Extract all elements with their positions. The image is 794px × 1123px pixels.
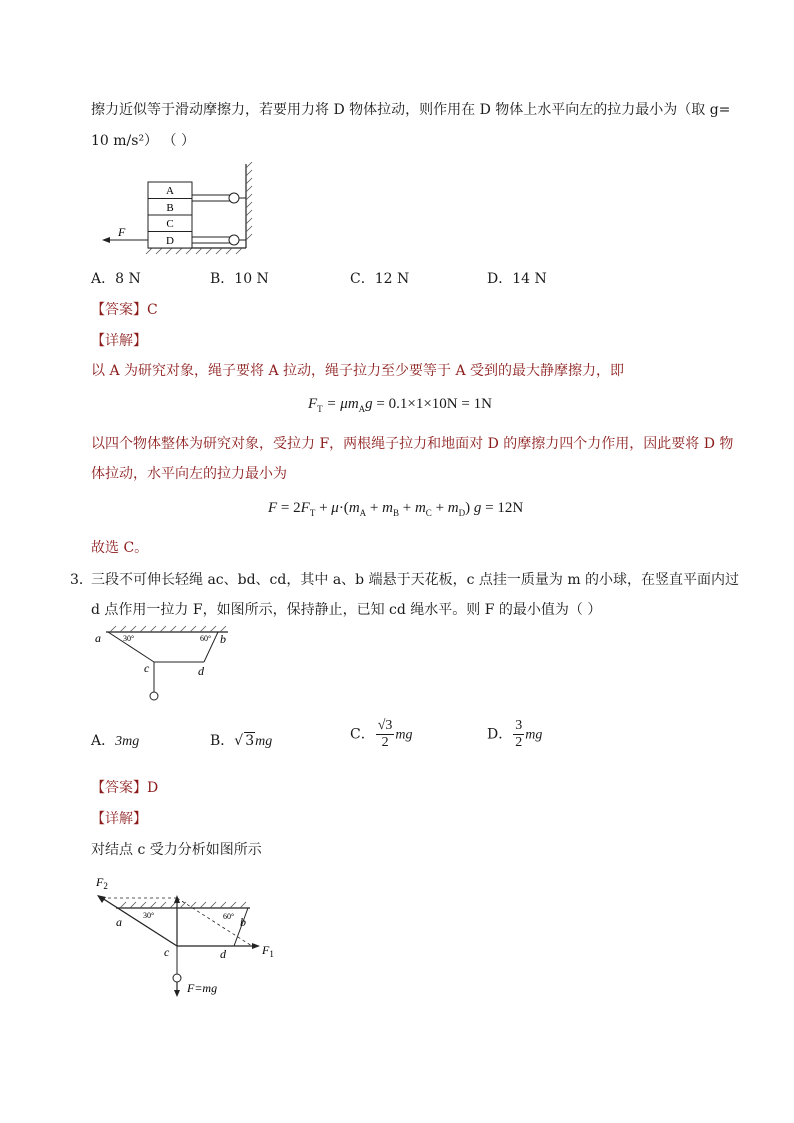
q3-detail-line1: 对结点 c 受力分析如图所示 xyxy=(91,842,262,858)
point-a-label: a xyxy=(95,631,101,645)
f-point-a-label: a xyxy=(116,915,122,929)
force-f2-arrow xyxy=(102,898,177,946)
q3-answer xyxy=(91,777,158,797)
angle-60-label: 60° xyxy=(200,634,212,643)
point-c-label: c xyxy=(144,661,150,675)
q2-blocks-figure xyxy=(96,162,256,256)
force-f-label: F xyxy=(118,225,126,239)
q2-answer xyxy=(91,299,158,319)
point-d-label: d xyxy=(198,664,204,678)
q3-number: 3． xyxy=(70,572,93,588)
q2-stem-line1: 擦力近似等于滑动摩擦力，若要用力将 D 物体拉动，则作用在 D 物体上水平向左的拉力最小为（取 g= xyxy=(91,102,731,118)
f-point-c-label: c xyxy=(164,945,170,959)
q2-option-d: D．14 N xyxy=(487,271,547,287)
q3-rope-figure xyxy=(92,624,242,704)
q2-equation-2: $F = 2F_T + \mu\cdot(m_A + m_B + m_C + m_D) g = 12N$ xyxy=(268,500,524,518)
q2-detail-line3: 体拉动，水平向左的拉力最小为 xyxy=(91,466,287,482)
q3-answer-label: 【答案】 xyxy=(91,780,147,796)
block-b-label: B xyxy=(166,202,174,214)
gravity-label: F=mg xyxy=(187,981,218,995)
q3-option-b: B．√ 3mg xyxy=(210,733,273,749)
q3-stem-line1: 三段不可伸长轻绳 ac、bd、cd，其中 a、b 端悬于天花板，c 点挂一质量为 m 的小球，在竖直平面内过 xyxy=(91,572,740,588)
point-b-label: b xyxy=(220,632,226,646)
q2-answer-label: 【答案】 xyxy=(91,302,147,318)
q3-option-c: C． $\frac{√3}{2}$ mg xyxy=(350,718,413,750)
q2-option-b: B．10 N xyxy=(210,271,269,287)
q3-detail-label: 【详解】 xyxy=(91,811,147,827)
pulley-upper xyxy=(229,193,239,203)
q3-force-diagram xyxy=(88,870,288,1000)
q3-stem-line2: d 点作用一拉力 F，如图所示，保持静止，已知 cd 绳水平。则 F 的最小值为（ ） xyxy=(91,602,602,618)
hanging-ball xyxy=(150,692,158,700)
q2-option-a: A．8 N xyxy=(91,271,141,287)
f-point-b-label: b xyxy=(240,915,246,929)
q2-conclusion: 故选 C。 xyxy=(91,540,149,556)
q3-option-d: D． $\frac{3}{2}$ mg xyxy=(487,718,543,750)
f1-label: $F_1$ xyxy=(262,943,274,959)
angle-30-label: 30° xyxy=(123,634,135,643)
q2-detail-label: 【详解】 xyxy=(91,333,147,349)
f2-label: $F_2$ xyxy=(96,875,108,891)
pulley-lower xyxy=(229,235,239,245)
q3-answer-value: D xyxy=(147,780,159,796)
q2-answer-value: C xyxy=(147,302,158,318)
block-c-label: C xyxy=(166,218,174,230)
force-diagram-ball xyxy=(173,974,181,982)
f-point-d-label: d xyxy=(220,947,226,961)
f-angle-30-label: 30° xyxy=(143,911,155,920)
q2-stem-line2: 10 m/s²） （ ） xyxy=(91,133,195,149)
f-angle-60-label: 60° xyxy=(223,912,235,921)
q2-detail-line2: 以四个物体整体为研究对象，受拉力 F，两根绳子拉力和地面对 D 的摩擦力四个力作用，因此要将 D 物 xyxy=(91,436,734,452)
q2-equation-1: $F_T = \mu m_Ag = 0.1\times 1\times 10N = 1N$ xyxy=(308,396,492,414)
q2-option-c: C．12 N xyxy=(350,271,410,287)
block-a-label: A xyxy=(166,185,174,197)
q3-option-a: A．3mg xyxy=(91,733,140,749)
q2-detail-line1: 以 A 为研究对象，绳子要将 A 拉动，绳子拉力至少要等于 A 受到的最大静摩擦力，即 xyxy=(91,363,625,379)
block-d-label: D xyxy=(166,235,174,247)
